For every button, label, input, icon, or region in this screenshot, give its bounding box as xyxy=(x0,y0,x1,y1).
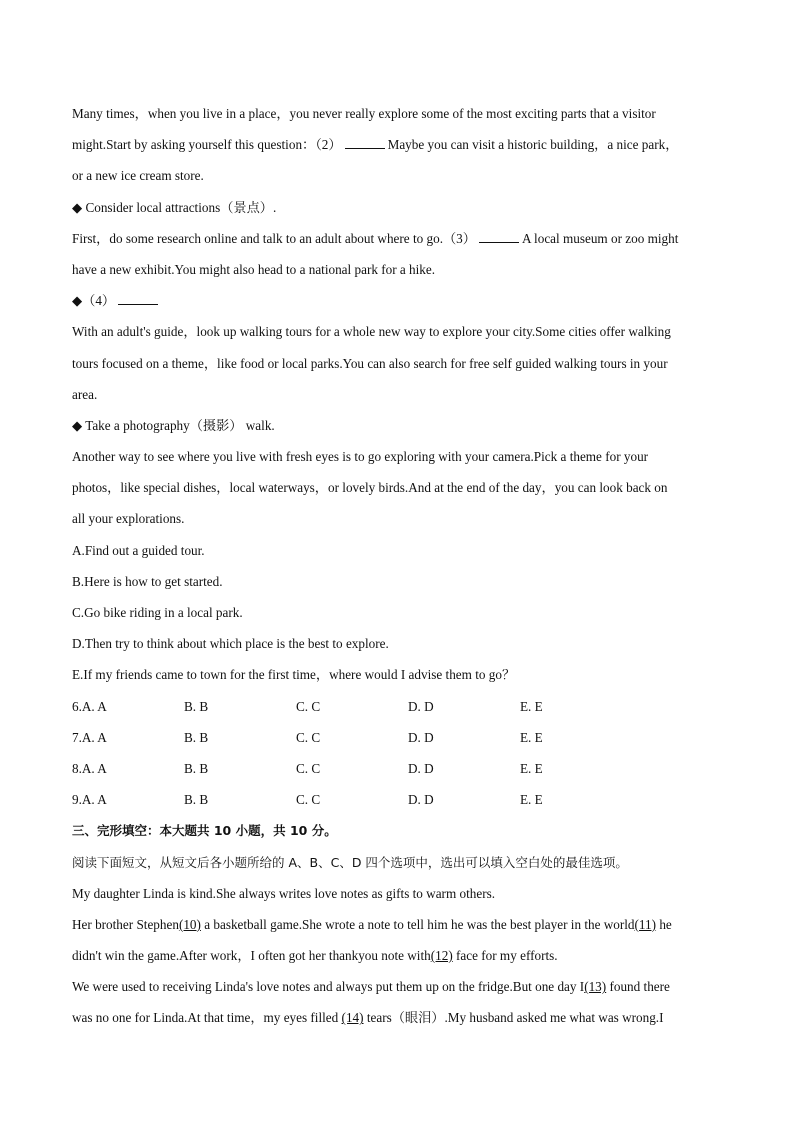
answer-blank-4[interactable] xyxy=(118,294,158,305)
passage2-line-4: We were used to receiving Linda's love notes and always put them up on the fridge.But one day I(13) found there xyxy=(72,979,670,995)
question-row-7 xyxy=(72,722,724,753)
choice-a: A.Find out a guided tour. xyxy=(72,542,205,558)
choice-b: B.Here is how to get started. xyxy=(72,573,223,589)
passage1-line-10: photos，like special dishes，local waterways，or lovely birds.And at the end of the day，you can look back on xyxy=(72,480,668,496)
choice-c: C.Go bike riding in a local park. xyxy=(72,605,243,620)
option-c[interactable]: C. C xyxy=(296,760,321,776)
option-d[interactable]: D. D xyxy=(408,792,434,808)
blank-number-10[interactable]: (10) xyxy=(178,916,201,932)
option-e[interactable]: E. E xyxy=(520,729,543,745)
passage2-line-2: Her brother Stephen(10) a basketball game.She wrote a note to tell him he was the best player in the world(11) he xyxy=(72,916,672,932)
option-e[interactable]: E. E xyxy=(520,792,543,808)
answer-blank-3[interactable] xyxy=(479,232,519,243)
option-c[interactable]: C. C xyxy=(296,792,321,808)
passage2-line-3: didn't win the game.After work，I often got her thankyou note with(12) face for my efforts. xyxy=(72,948,558,964)
passage1-line-2: might.Start by asking yourself this question：（2） Maybe you can visit a historic building，a nice park， xyxy=(72,137,679,153)
option-e[interactable]: E. E xyxy=(520,760,543,776)
answer-blank-2[interactable] xyxy=(345,138,385,149)
passage1-line-7: tours focused on a theme，like food or local parks.You can also search for free self guided walking tours in your xyxy=(72,355,668,371)
option-b[interactable]: B. B xyxy=(184,760,209,776)
blank-number-12[interactable]: (12) xyxy=(430,948,453,964)
passage2-line-5: was no one for Linda.At that time，my eyes filled (14) tears（眼泪）.My husband asked me what was wrong.I xyxy=(72,1010,664,1026)
heading-photography-walk: ◆ Take a photography（摄影） walk. xyxy=(72,417,275,433)
option-a[interactable]: 8.A. A xyxy=(72,760,107,776)
option-d[interactable]: D. D xyxy=(408,729,434,745)
option-c[interactable]: C. C xyxy=(296,729,321,745)
question-row-6 xyxy=(72,691,724,722)
choice-e: E.If my friends came to town for the first time，where would I advise them to go？ xyxy=(72,667,516,683)
passage1-line-11: all your explorations. xyxy=(72,511,185,527)
option-d[interactable]: D. D xyxy=(408,760,434,776)
option-c[interactable]: C. C xyxy=(296,698,321,714)
option-a[interactable]: 7.A. A xyxy=(72,729,107,745)
passage1-line-8: area. xyxy=(72,386,98,402)
heading-blank-4: ◆（4） xyxy=(72,285,724,316)
option-b[interactable]: B. B xyxy=(184,792,209,808)
option-b[interactable]: B. B xyxy=(184,729,209,745)
option-e[interactable]: E. E xyxy=(520,698,543,714)
option-b[interactable]: B. B xyxy=(184,698,209,714)
passage2-line-1: My daughter Linda is kind.She always writes love notes as gifts to warm others. xyxy=(72,885,496,901)
question-row-9 xyxy=(72,784,724,815)
question-row-8 xyxy=(72,753,724,784)
passage1-line-5: have a new exhibit.You might also head to a national park for a hike. xyxy=(72,261,436,277)
section-3-instruction: 阅读下面短文，从短文后各小题所给的 A、B、C、D 四个选项中，选出可以填入空白处的最佳选项。 xyxy=(72,854,628,870)
option-a[interactable]: 6.A. A xyxy=(72,698,107,714)
section-3-title: 三、完形填空：本大题共 10 小题，共 10 分。 xyxy=(72,823,337,839)
passage1-line-6: With an adult's guide，look up walking tours for a whole new way to explore your city.Some cities offer walking xyxy=(72,324,671,340)
passage1-line-4: First，do some research online and talk to an adult about where to go.（3） A local museum or zoo might xyxy=(72,230,679,246)
choice-d: D.Then try to think about which place is the best to explore. xyxy=(72,636,389,652)
heading-local-attractions: ◆ Consider local attractions（景点）. xyxy=(72,199,277,215)
document-page xyxy=(72,98,724,1034)
blank-number-14[interactable]: (14) xyxy=(341,1010,364,1026)
blank-number-13[interactable]: (13) xyxy=(584,979,607,995)
passage1-line-3: or a new ice cream store. xyxy=(72,168,204,184)
passage1-line-1: Many times，when you live in a place，you never really explore some of the most exciting parts that a visitor xyxy=(72,106,656,121)
option-d[interactable]: D. D xyxy=(408,698,434,714)
option-a[interactable]: 9.A. A xyxy=(72,792,107,808)
passage1-line-9: Another way to see where you live with fresh eyes is to go exploring with your camera.Pick a theme for your xyxy=(72,449,649,465)
blank-number-11[interactable]: (11) xyxy=(634,916,657,932)
